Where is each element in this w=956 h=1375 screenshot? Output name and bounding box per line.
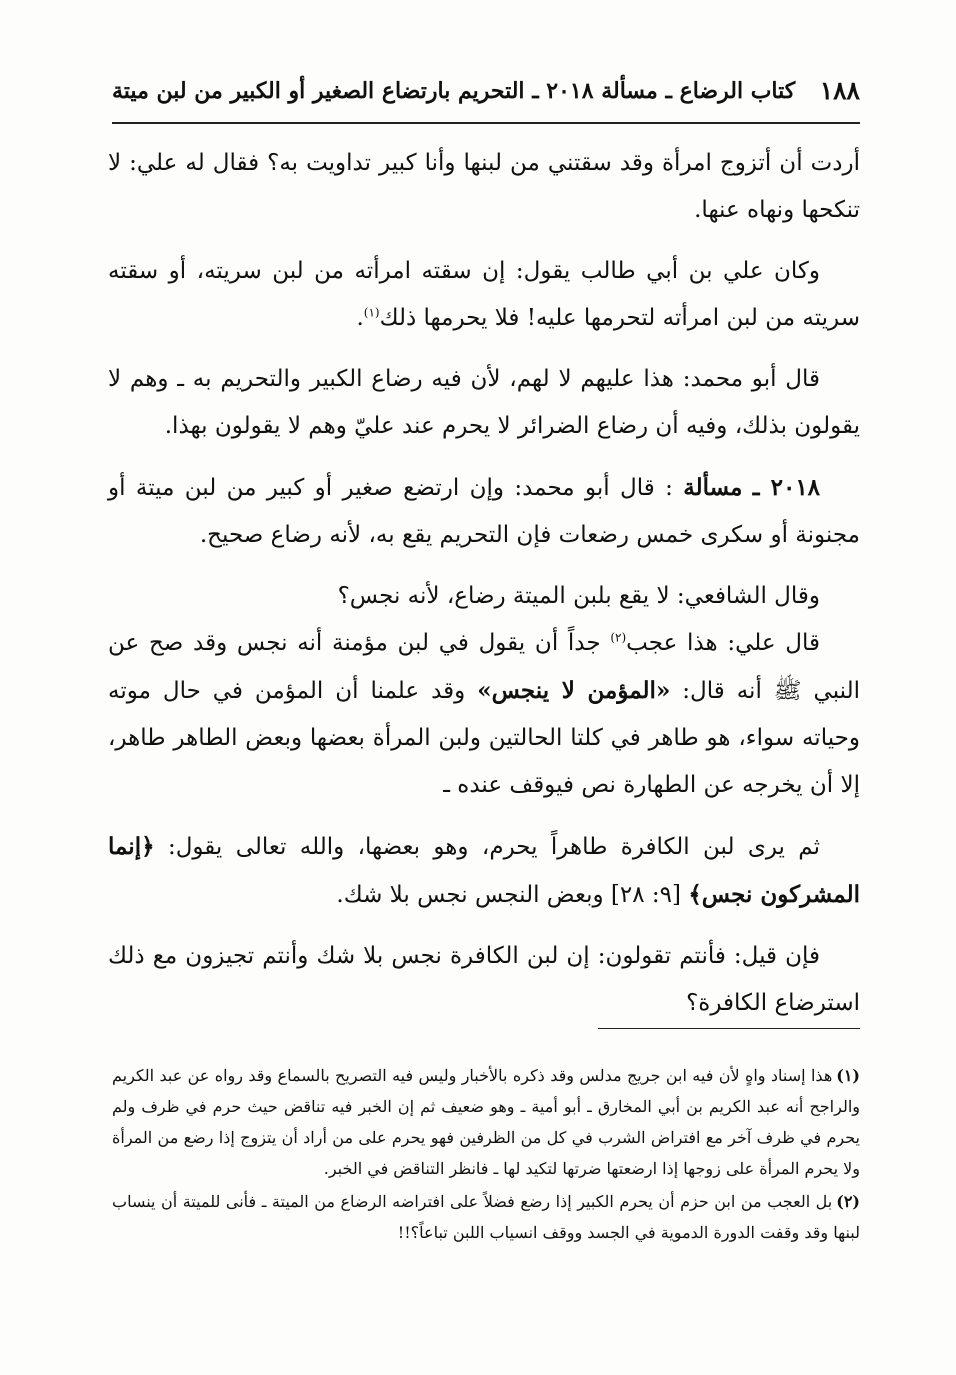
- paragraph-5: وقال الشافعي: لا يقع بلبن الميتة رضاع، لأنه نجس؟: [337, 583, 820, 609]
- footnote-text: بل العجب من ابن حزم أن يحرم الكبير إذا رضع فضلاً على افتراضه الرضاع من الميتة ـ فأنى للميتة أن ينساب لبنها وقد وقفت الدورة الدموية في الجسد ووقف انسياب اللبن تباعاً؟!!: [112, 1192, 860, 1242]
- paragraph-1: أردت أن أتزوج امرأة وقد سقتني من لبنها وأنا كبير تداويت به؟ فقال له علي: لا تنكحها ونهاه عنها.: [108, 150, 860, 223]
- issue-number: ٢٠١٨ ـ: [752, 474, 821, 501]
- footnote-ref-1: (١): [363, 305, 380, 320]
- paragraph-3: قال أبو محمد: هذا عليهم لا لهم، لأن فيه رضاع الكبير والتحريم به ـ وهم لا يقولون بذلك، وفيه أن رضاع الضرائر لا يحرم عند عليّ وهم لا يقولون بهذا.: [108, 366, 860, 439]
- footnote-ref-2: (٢): [610, 630, 627, 645]
- main-text: [108, 140, 860, 1041]
- footnote-1: [112, 1060, 860, 1184]
- issue-text: : قال أبو محمد: وإن ارتضع صغير أو كبير من لبن ميتة أو مجنونة أو سكرى خمس رضعات فإن التحريم يقع به، لأنه رضاع صحيح.: [108, 475, 860, 548]
- paragraph-2: [108, 248, 860, 342]
- paragraph-6-c: وقد علمنا أن المؤمن في حال موته وحياته سواء، هو طاهر في كلتا الحالتين ولبن المرأة بعضها وبعض الطاهر طاهر، إلا أن يخرجه عن الطهارة نص فيوقف عنده ـ: [108, 678, 860, 798]
- issue-label: مسألة: [683, 474, 743, 501]
- quran-verse: ﴿إنما المشركون نجس﴾: [108, 833, 860, 908]
- page-header: [112, 72, 860, 124]
- paragraph-7: [108, 823, 860, 919]
- footnote-separator: [598, 1028, 860, 1029]
- hadith-quote: «المؤمن لا ينجس»: [477, 677, 671, 704]
- footnote-text: هذا إسناد واهٍ لأن فيه ابن جريج مدلس وقد ذكره بالأخبار وليس فيه التصريح بالسماع وقد رواه عن عبد الكريم والراجح أنه عبد الكريم بن أبي المخارق ـ أبو أمية ـ وهو ضعيف ثم إن الخبر فيه تناقض حيث حرم في ظرف ولم يحرم في ظرف آخر مع افتراض الشرب في كل من الظرفين فهو يحرم على من أراد أن يتزوج إذا رضع من المرأة ولا يحرم المرأة على زوجها إذا ارضعتها ضرتها لتكيد لها ـ فانظر التناقض في الخبر.: [112, 1066, 861, 1178]
- paragraph-8: فإن قيل: فأنتم تقولون: إن لبن الكافرة نجس بلا شك وأنتم تجيزون مع ذلك استرضاع الكافرة؟: [108, 943, 860, 1016]
- paragraph-6: [108, 620, 860, 809]
- paragraph-6-a: قال علي: هذا عجب: [626, 630, 821, 656]
- paragraph-2-end: .: [356, 305, 364, 331]
- page-number: ١٨٨: [819, 76, 860, 105]
- footnote-number: (١): [836, 1066, 860, 1085]
- paragraph-2-text: وكان علي بن أبي طالب يقول: إن سقته امرأته من لبن سريته، أو سقته سريته من لبن امرأته لتحرمها عليه! فلا يحرمها ذلك: [108, 258, 860, 331]
- footnote-number: (٢): [836, 1192, 860, 1211]
- footnote-2: [112, 1186, 860, 1248]
- paragraph-4-issue-2018: [108, 464, 860, 559]
- paragraph-7-b: [٩: ٢٨] وبعض النجس نجس بلا شك.: [336, 882, 681, 908]
- footnotes: [112, 1060, 860, 1250]
- paragraph-6-b: جداً أن يقول في لبن مؤمنة أنه نجس وقد صح عن النبي ﷺ أنه قال:: [108, 630, 860, 704]
- paragraph-7-a: ثم يرى لبن الكافرة طاهراً يحرم، وهو بعضها، والله تعالى يقول:: [167, 834, 820, 860]
- running-title: كتاب الرضاع ـ مسألة ٢٠١٨ ـ التحريم بارتضاع الصغير أو الكبير من لبن ميتة: [112, 78, 796, 104]
